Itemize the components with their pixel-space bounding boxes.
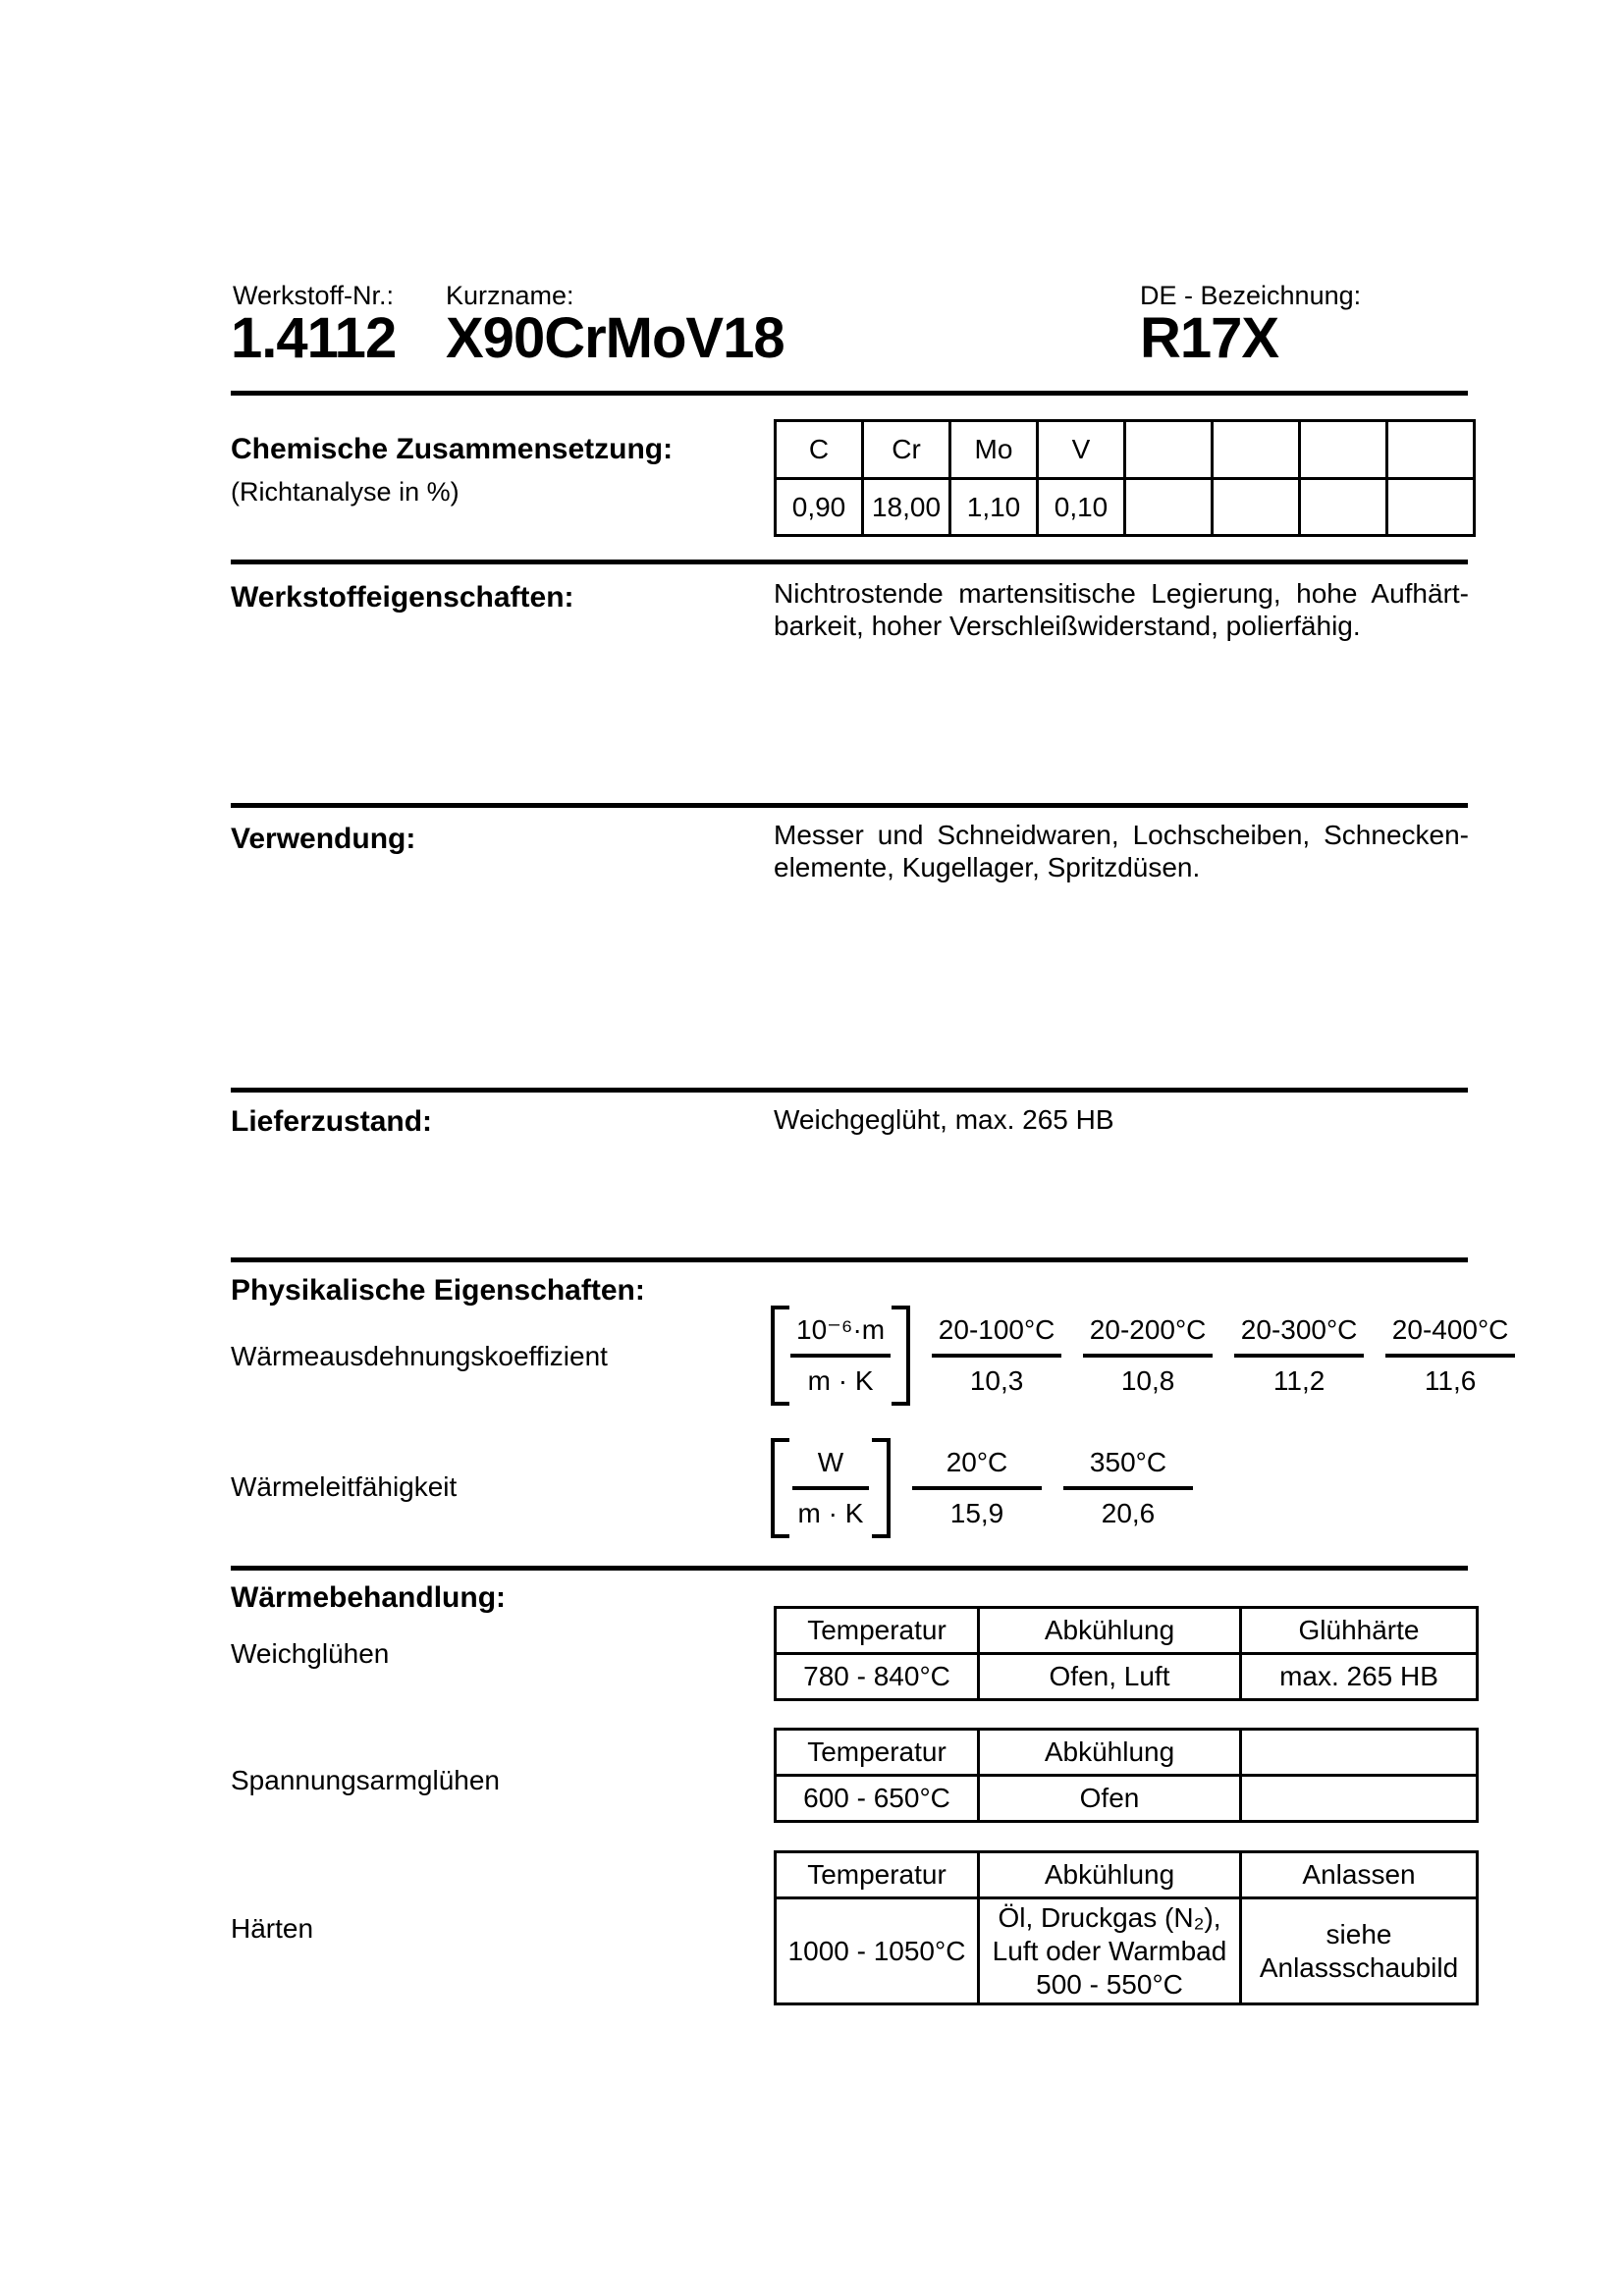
cooling-line: Öl, Druckgas (N₂), — [998, 1901, 1221, 1933]
cooling-cell — [979, 1898, 1241, 2004]
header-cell: Temperatur — [776, 1852, 979, 1898]
expansion-value: 11,2 — [1272, 1365, 1325, 1396]
chemical-composition-table — [774, 419, 1476, 537]
stress-relief-table — [774, 1728, 1479, 1823]
value-cell: 18,00 — [863, 479, 950, 536]
usage-heading: Verwendung: — [231, 823, 416, 855]
expansion-value: 11,6 — [1424, 1365, 1477, 1396]
expansion-column — [932, 1311, 1061, 1400]
temp-range: 20-300°C — [1234, 1311, 1364, 1358]
element-cell — [1300, 421, 1387, 479]
header-cell: Temperatur — [776, 1730, 979, 1776]
usage-line2: elemente, Kugellager, Spritzdüsen. — [774, 852, 1201, 882]
properties-heading: Werkstoffeigenschaften: — [231, 581, 574, 614]
unit-denominator: m · K — [797, 1498, 864, 1528]
tempering-line: siehe — [1325, 1918, 1392, 1949]
treatment-heading: Wärmebehandlung: — [231, 1581, 507, 1614]
table-row — [776, 479, 1475, 536]
bezeichnung-value: R17X — [1140, 306, 1279, 370]
expansion-unit — [771, 1306, 910, 1406]
properties-line2: barkeit, hoher Verschleißwiderstand, polierfähig. — [774, 611, 1361, 641]
header-cell: Glühhärte — [1241, 1608, 1478, 1654]
element-cell: V — [1038, 421, 1125, 479]
table-row — [776, 1852, 1478, 1898]
conductivity-unit — [771, 1438, 891, 1538]
usage-text — [774, 819, 1469, 883]
conductivity-column — [1063, 1444, 1193, 1532]
temp-range: 350°C — [1063, 1444, 1193, 1490]
value-cell: 0,10 — [1038, 479, 1125, 536]
properties-text — [774, 577, 1469, 642]
conductivity-value: 15,9 — [949, 1498, 1004, 1528]
header-cell — [1241, 1730, 1478, 1776]
expansion-value: 10,8 — [1120, 1365, 1175, 1396]
table-row — [776, 421, 1475, 479]
hardening-table — [774, 1850, 1479, 2005]
tempering-line: Anlassschaubild — [1259, 1951, 1459, 1983]
header-cell: Abkühlung — [979, 1852, 1241, 1898]
conductivity-values — [771, 1438, 1193, 1538]
expansion-label: Wärmeausdehnungskoeffizient — [231, 1341, 608, 1371]
unit-denominator: m · K — [807, 1365, 874, 1396]
cooling-line: Luft oder Warmbad — [992, 1935, 1227, 1966]
table-row — [776, 1654, 1478, 1700]
expansion-value: 10,3 — [969, 1365, 1024, 1396]
properties-line1: Nichtrostende martensitische Legierung, hohe Aufhärt- — [774, 578, 1469, 609]
temp-range: 20-100°C — [932, 1311, 1061, 1358]
unit-numerator: 10⁻⁶·m — [790, 1311, 891, 1358]
temperature-cell: 600 - 650°C — [776, 1776, 979, 1822]
chemical-heading: Chemische Zusammensetzung: — [231, 433, 674, 465]
annealing-table — [774, 1606, 1479, 1701]
expansion-column — [1083, 1311, 1213, 1400]
bezeichnung-label: DE - Bezeichnung: — [1140, 281, 1362, 310]
conductivity-value: 20,6 — [1101, 1498, 1156, 1528]
cooling-line: 500 - 550°C — [1036, 1968, 1183, 2000]
divider — [231, 1088, 1468, 1093]
conductivity-column — [912, 1444, 1042, 1532]
table-row — [776, 1776, 1478, 1822]
chemical-subheading: (Richtanalyse in %) — [231, 477, 460, 507]
temp-range: 20°C — [912, 1444, 1042, 1490]
usage-line1: Messer und Schneidwaren, Lochscheiben, Schnecken- — [774, 820, 1469, 850]
header-cell: Temperatur — [776, 1608, 979, 1654]
expansion-values — [771, 1306, 1515, 1406]
tempering-cell — [1241, 1898, 1478, 2004]
element-cell: Cr — [863, 421, 950, 479]
header-cell: Abkühlung — [979, 1730, 1241, 1776]
temp-range: 20-200°C — [1083, 1311, 1213, 1358]
divider — [231, 1566, 1468, 1571]
expansion-column — [1385, 1311, 1515, 1400]
element-cell — [1387, 421, 1475, 479]
physical-heading: Physikalische Eigenschaften: — [231, 1274, 645, 1307]
empty-cell — [1241, 1776, 1478, 1822]
kurzname-value: X90CrMoV18 — [446, 306, 784, 370]
hardness-cell: max. 265 HB — [1241, 1654, 1478, 1700]
stress-relief-label: Spannungsarmglühen — [231, 1765, 500, 1795]
value-cell — [1125, 479, 1213, 536]
divider — [231, 803, 1468, 808]
header-cell: Abkühlung — [979, 1608, 1241, 1654]
temp-range: 20-400°C — [1385, 1311, 1515, 1358]
value-cell — [1300, 479, 1387, 536]
value-cell — [1213, 479, 1300, 536]
divider — [231, 1257, 1468, 1262]
header-cell: Anlassen — [1241, 1852, 1478, 1898]
temperature-cell: 1000 - 1050°C — [776, 1898, 979, 2004]
conductivity-label: Wärmeleitfähigkeit — [231, 1471, 458, 1502]
divider — [231, 391, 1468, 396]
element-cell: Mo — [950, 421, 1038, 479]
delivery-heading: Lieferzustand: — [231, 1105, 433, 1138]
delivery-text: Weichgeglüht, max. 265 HB — [774, 1104, 1114, 1135]
cooling-cell: Ofen, Luft — [979, 1654, 1241, 1700]
divider — [231, 560, 1468, 564]
element-cell — [1213, 421, 1300, 479]
annealing-label: Weichglühen — [231, 1638, 390, 1669]
werkstoff-nr-label: Werkstoff-Nr.: — [233, 281, 395, 310]
temperature-cell: 780 - 840°C — [776, 1654, 979, 1700]
element-cell: C — [776, 421, 863, 479]
unit-numerator: W — [792, 1444, 870, 1490]
value-cell: 0,90 — [776, 479, 863, 536]
value-cell: 1,10 — [950, 479, 1038, 536]
table-row — [776, 1608, 1478, 1654]
table-row — [776, 1730, 1478, 1776]
cooling-cell: Ofen — [979, 1776, 1241, 1822]
werkstoff-nr-value: 1.4112 — [231, 306, 397, 370]
value-cell — [1387, 479, 1475, 536]
hardening-label: Härten — [231, 1913, 314, 1944]
table-row — [776, 1898, 1478, 2004]
expansion-column — [1234, 1311, 1364, 1400]
element-cell — [1125, 421, 1213, 479]
kurzname-label: Kurzname: — [446, 281, 574, 310]
